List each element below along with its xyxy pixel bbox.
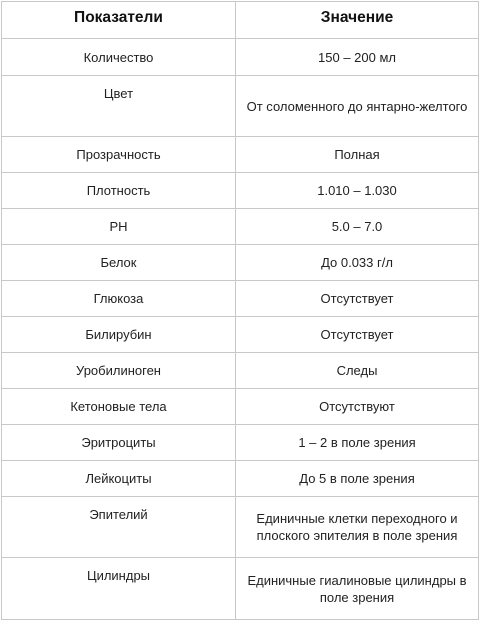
table-row xyxy=(2,425,479,461)
parameter-cell: Количество xyxy=(2,39,236,76)
parameter-cell: Белок xyxy=(2,245,236,281)
parameter-cell: Уробилиноген xyxy=(2,353,236,389)
parameter-cell: Цилиндры xyxy=(2,558,236,620)
parameter-cell: Плотность xyxy=(2,173,236,209)
table-row xyxy=(2,39,479,76)
parameter-cell: PH xyxy=(2,209,236,245)
parameter-cell: Билирубин xyxy=(2,317,236,353)
parameter-cell: Эпителий xyxy=(2,497,236,558)
table-row xyxy=(2,173,479,209)
table-row xyxy=(2,389,479,425)
value-cell: Отсутствуют xyxy=(236,389,479,425)
table-row xyxy=(2,461,479,497)
value-cell: Единичные гиалиновые цилиндры в поле зрения xyxy=(236,558,479,620)
parameter-cell: Глюкоза xyxy=(2,281,236,317)
value-cell: 5.0 – 7.0 xyxy=(236,209,479,245)
value-cell: 1.010 – 1.030 xyxy=(236,173,479,209)
value-cell: Полная xyxy=(236,137,479,173)
parameter-cell: Кетоновые тела xyxy=(2,389,236,425)
table-row xyxy=(2,353,479,389)
table-row xyxy=(2,209,479,245)
table-row xyxy=(2,558,479,620)
value-cell: Следы xyxy=(236,353,479,389)
value-cell: 150 – 200 мл xyxy=(236,39,479,76)
value-cell: Отсутствует xyxy=(236,317,479,353)
table-row xyxy=(2,137,479,173)
value-cell: Единичные клетки переходного и плоского эпителия в поле зрения xyxy=(236,497,479,558)
header-value: Значение xyxy=(236,2,479,39)
parameter-cell: Цвет xyxy=(2,76,236,137)
table-row xyxy=(2,317,479,353)
parameter-cell: Прозрачность xyxy=(2,137,236,173)
value-cell: От соломенного до янтарно-желтого xyxy=(236,76,479,137)
table-row xyxy=(2,76,479,137)
parameter-cell: Эритроциты xyxy=(2,425,236,461)
value-cell: До 5 в поле зрения xyxy=(236,461,479,497)
value-cell: Отсутствует xyxy=(236,281,479,317)
table-header-row xyxy=(2,2,479,39)
value-cell: До 0.033 г/л xyxy=(236,245,479,281)
header-parameter: Показатели xyxy=(2,2,236,39)
value-cell: 1 – 2 в поле зрения xyxy=(236,425,479,461)
parameter-cell: Лейкоциты xyxy=(2,461,236,497)
table-row xyxy=(2,281,479,317)
table-row xyxy=(2,497,479,558)
table-row xyxy=(2,245,479,281)
reference-values-table xyxy=(1,1,479,620)
